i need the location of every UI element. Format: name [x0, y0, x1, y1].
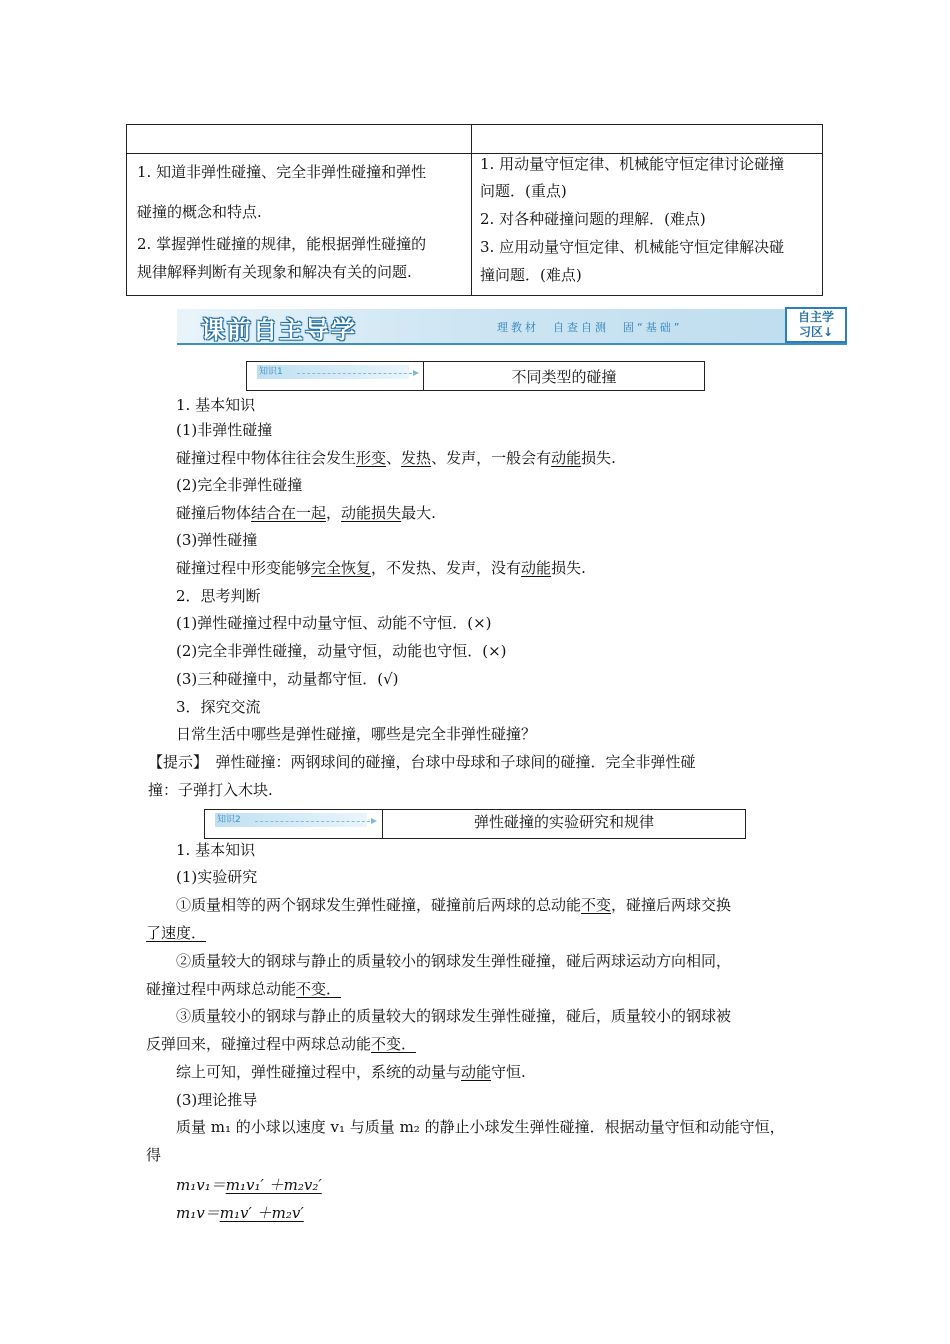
objective-left-4: 规律解释判断有关现象和解决有关的问题. [137, 263, 412, 281]
knowledge1-title: 不同类型的碰撞 [511, 368, 617, 386]
knowledge2-title: 弹性碰撞的实验研究和规律 [473, 813, 654, 831]
k2-p1-line-2: 了速度． [146, 924, 207, 942]
knowledge1-tag-label: 知识1 [259, 367, 283, 377]
banner-slogan: 理教材 自查自测 固“基础” [497, 321, 683, 334]
objective-left-1: 1. 知道非弹性碰撞、完全非弹性碰撞和弹性 [137, 163, 427, 181]
objective-left-2: 碰撞的概念和特点. [137, 203, 262, 221]
objective-right-3: 2. 对各种碰撞问题的理解．(难点) [480, 210, 706, 228]
k2-theory-line-1: 质量 m₁ 的小球以速度 v₁ 与质量 m₂ 的静止小球发生弹性碰撞．根据动量守恒和动能守恒， [176, 1118, 785, 1136]
objective-right-2: 问题．(重点) [480, 182, 567, 200]
k2-exp-heading: (1)实验研究 [176, 868, 258, 886]
knowledge2-tag [215, 813, 367, 827]
k1-hint-line-2: 撞：子弹打入木块. [148, 781, 273, 799]
section-banner [177, 309, 847, 345]
knowledge2-tag-label: 知识2 [217, 815, 241, 825]
k2-summary: 综上可知，弹性碰撞过程中，系统的动量与动能守恒. [176, 1063, 526, 1081]
k1-elastic-text: 碰撞过程中形变能够完全恢复，不发热、发声，没有动能损失. [176, 559, 586, 577]
k1-judge-1: (1)弹性碰撞过程中动量守恒、动能不守恒．(×) [176, 614, 492, 632]
k2-p3-line-2: 反弹回来，碰撞过程中两球总动能不变． [146, 1035, 417, 1053]
k2-p1-line-1: ①质量相等的两个钢球发生弹性碰撞，碰撞前后两球的总动能不变，碰撞后两球交换 [176, 896, 732, 914]
objective-left-3: 2. 掌握弹性碰撞的规律，能根据弹性碰撞的 [137, 235, 427, 253]
k1-judge-2: (2)完全非弹性碰撞，动量守恒，动能也守恒．(×) [176, 642, 507, 660]
k1-inelastic-heading: (1)非弹性碰撞 [176, 421, 273, 439]
objective-right-4: 3. 应用动量守恒定律、机械能守恒定律解决碰 [480, 238, 785, 256]
objective-right-5: 撞问题．(难点) [480, 266, 582, 284]
equation-momentum: m₁v₁＝m₁v₁′ ＋m₂v₂′ [176, 1176, 322, 1194]
k2-theory-line-2: 得 [146, 1146, 162, 1164]
table-divider-vertical [471, 125, 472, 295]
k1-judge-3: (3)三种碰撞中，动量都守恒．(√) [176, 670, 399, 688]
k2-p3-line-1: ③质量较小的钢球与静止的质量较大的钢球发生弹性碰撞，碰后，质量较小的钢球被 [176, 1007, 732, 1025]
knowledge1-tag [257, 365, 409, 379]
objective-right-1: 1. 用动量守恒定律、机械能守恒定律讨论碰撞 [480, 155, 785, 173]
k1-inelastic-text: 碰撞过程中物体往往会发生形变、发热、发声，一般会有动能损失. [176, 449, 616, 467]
k1-hint-line-1: 【提示】 弹性碰撞：两钢球间的碰撞，台球中母球和子球间的碰撞．完全非弹性碰 [148, 753, 696, 771]
k1-explore-heading: 3．探究交流 [176, 698, 261, 716]
k1-elastic-heading: (3)弹性碰撞 [176, 531, 258, 549]
knowledge1-header [246, 361, 705, 391]
k2-basic-heading: 1. 基本知识 [176, 841, 256, 859]
k1-perfect-text: 碰撞后物体结合在一起，动能损失最大. [176, 504, 436, 522]
k2-theory-heading: (3)理论推导 [176, 1091, 258, 1109]
equation-energy: m₁v＝m₁v′ ＋m₂v′ [176, 1204, 304, 1222]
knowledge2-header [204, 809, 746, 839]
arrow-icon [255, 821, 375, 822]
zone-line-2: 习区↓ [798, 325, 834, 339]
k2-p2-line-1: ②质量较大的钢球与静止的质量较小的钢球发生弹性碰撞，碰后两球运动方向相同， [176, 952, 732, 970]
zone-line-1: 自主学 [797, 310, 834, 324]
k1-judge-heading: 2．思考判断 [176, 587, 261, 605]
k1-basic-heading: 1. 基本知识 [176, 396, 256, 414]
self-study-zone-badge [785, 307, 847, 343]
arrow-icon [297, 373, 417, 374]
banner-title: 课前自主导学 [201, 316, 357, 344]
k1-question: 日常生活中哪些是弹性碰撞，哪些是完全非弹性碰撞？ [176, 725, 537, 743]
k1-perfect-heading: (2)完全非弹性碰撞 [176, 476, 303, 494]
k2-p2-line-2: 碰撞过程中两球总动能不变． [146, 980, 342, 998]
